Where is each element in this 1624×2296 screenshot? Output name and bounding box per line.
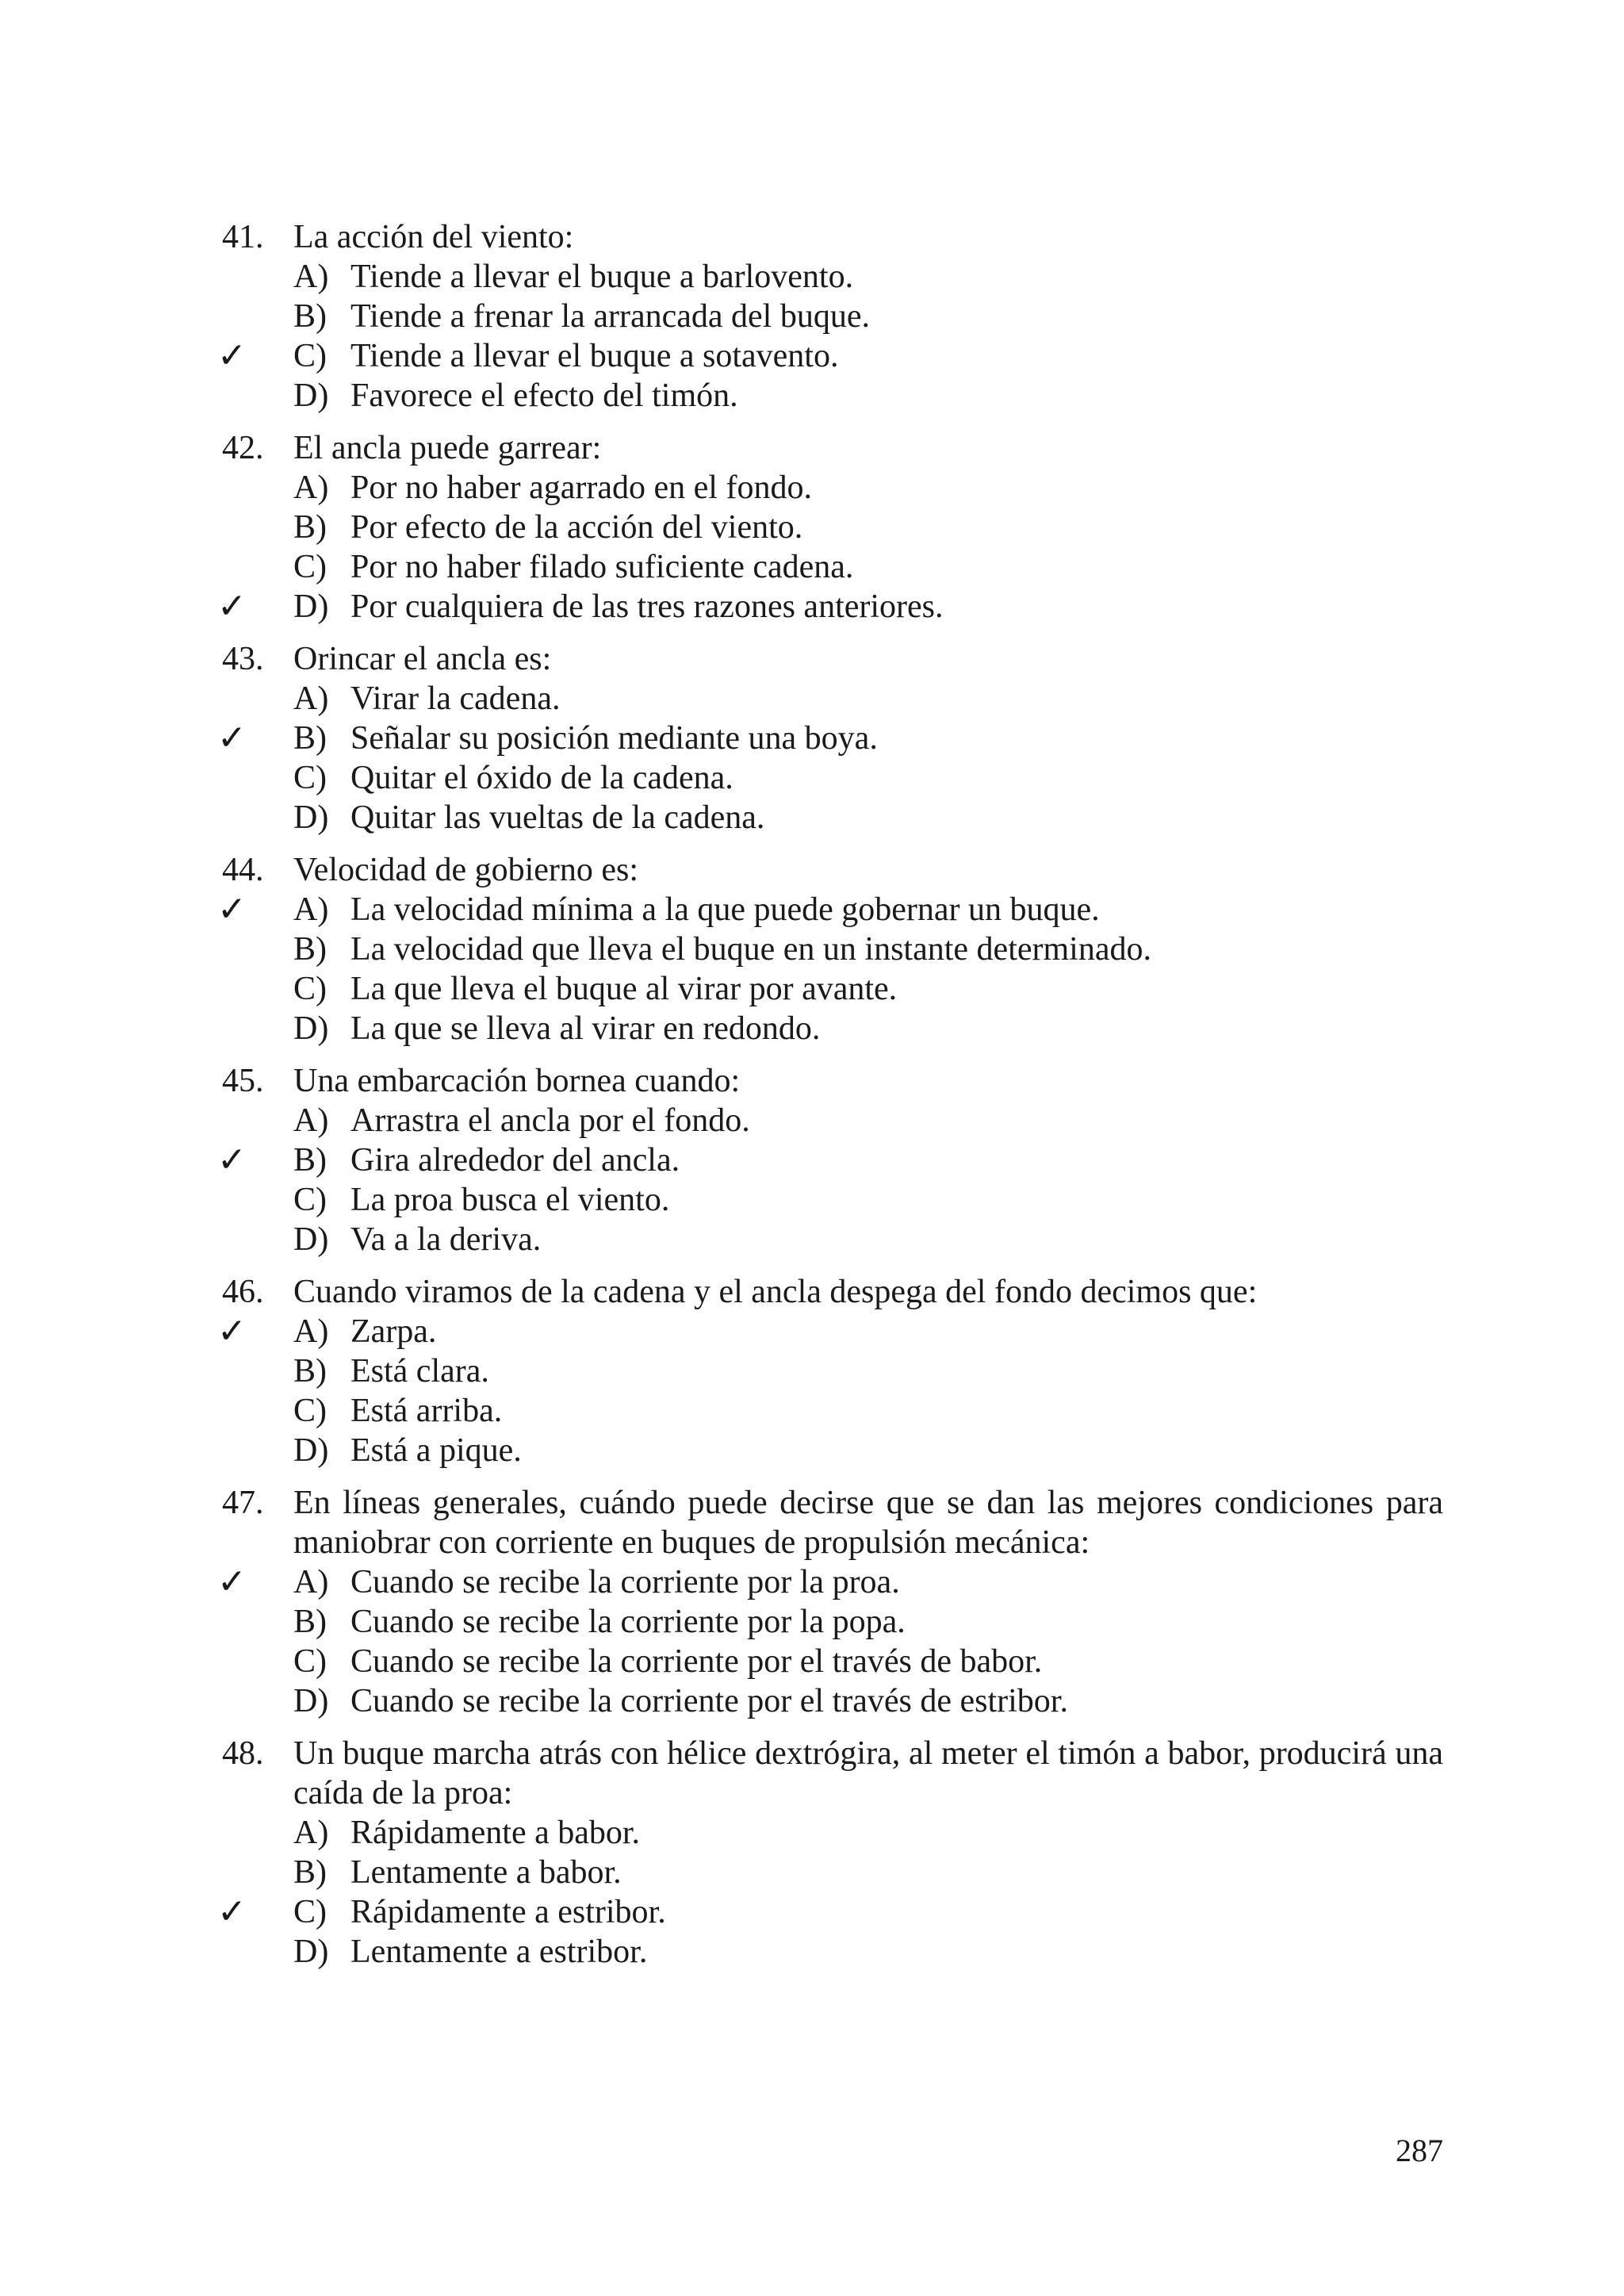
- question-header: [222, 1734, 1443, 1813]
- answer-option: [222, 376, 1443, 416]
- answer-option: [217, 335, 1443, 376]
- question-header: [222, 850, 1443, 890]
- option-letter: C): [293, 338, 327, 374]
- option-letter: A): [293, 1313, 329, 1350]
- question-header: [222, 639, 1443, 679]
- option-letter: C): [293, 1643, 327, 1680]
- option-text: Zarpa.: [350, 1313, 437, 1350]
- question-text: Orincar el ancla es:: [293, 641, 552, 677]
- answer-option: [217, 1562, 1443, 1602]
- option-text: Está arriba.: [350, 1393, 503, 1429]
- question-text: Una embarcación bornea cuando:: [293, 1063, 741, 1099]
- question-8: [217, 1734, 1443, 1972]
- checkmark-icon: ✓: [217, 889, 247, 930]
- question-text: La acción del viento:: [293, 219, 574, 255]
- option-letter: A): [293, 680, 329, 717]
- answer-option: [222, 1681, 1443, 1721]
- checkmark-icon: ✓: [217, 1311, 247, 1351]
- option-letter: C): [293, 1182, 327, 1218]
- option-text: Cuando se recibe la corriente por la popa.: [350, 1604, 906, 1640]
- option-text: La velocidad que lleva el buque en un instante determinado.: [350, 931, 1151, 968]
- option-text: Virar la cadena.: [350, 680, 561, 717]
- answer-option: [222, 1602, 1443, 1642]
- option-letter: B): [293, 509, 327, 546]
- question-number: 45.: [222, 1063, 264, 1099]
- option-letter: B): [293, 1854, 327, 1891]
- answer-option: [222, 297, 1443, 336]
- option-letter: C): [293, 760, 327, 796]
- option-letter: A): [293, 259, 329, 295]
- checkmark-icon: ✓: [217, 1140, 247, 1180]
- option-letter: A): [293, 470, 329, 506]
- option-text: Por efecto de la acción del viento.: [350, 509, 803, 546]
- answer-option: [217, 889, 1443, 930]
- checkmark-icon: ✓: [217, 1892, 247, 1932]
- checkmark-icon: ✓: [217, 586, 247, 627]
- option-letter: D): [293, 1221, 329, 1258]
- option-text: Quitar el óxido de la cadena.: [350, 760, 733, 796]
- question-number: 42.: [222, 430, 264, 466]
- option-text: Va a la deriva.: [350, 1221, 542, 1258]
- answer-option: [222, 1009, 1443, 1048]
- question-text: En líneas generales, cuándo puede decirse que se dan las mejores condiciones para maniobrar con corriente en buques de propulsión mecánica:: [293, 1485, 1443, 1561]
- option-letter: A): [293, 1102, 329, 1139]
- question-3: [217, 639, 1443, 838]
- question-number: 43.: [222, 641, 264, 677]
- question-header: [222, 428, 1443, 468]
- answer-option: [222, 798, 1443, 838]
- answer-option: [222, 1431, 1443, 1470]
- question-1: [217, 217, 1443, 416]
- option-letter: B): [293, 298, 327, 335]
- question-4: [217, 850, 1443, 1048]
- checkmark-icon: ✓: [217, 718, 247, 758]
- option-letter: D): [293, 1934, 329, 1970]
- option-text: Está a pique.: [350, 1432, 522, 1469]
- checkmark-icon: ✓: [217, 335, 247, 376]
- answer-option: [222, 930, 1443, 969]
- option-text: Favorece el efecto del timón.: [350, 378, 738, 414]
- question-header: [222, 1061, 1443, 1101]
- option-text: Por no haber filado suficiente cadena.: [350, 549, 854, 585]
- option-text: Cuando se recibe la corriente por la proa.: [350, 1564, 900, 1600]
- option-letter: C): [293, 971, 327, 1007]
- answer-option: [222, 1642, 1443, 1681]
- option-letter: B): [293, 931, 327, 968]
- option-letter: A): [293, 1564, 329, 1600]
- option-text: Lentamente a babor.: [350, 1854, 622, 1891]
- option-letter: B): [293, 720, 327, 757]
- question-text: Velocidad de gobierno es:: [293, 852, 639, 888]
- answer-option: [222, 508, 1443, 547]
- answer-option: [222, 547, 1443, 587]
- option-text: Señalar su posición mediante una boya.: [350, 720, 878, 757]
- option-text: Lentamente a estribor.: [350, 1934, 648, 1970]
- option-text: Arrastra el ancla por el fondo.: [350, 1102, 750, 1139]
- option-text: Quitar las vueltas de la cadena.: [350, 799, 765, 836]
- option-text: Tiende a llevar el buque a barlovento.: [350, 259, 854, 295]
- question-number: 41.: [222, 219, 264, 255]
- option-letter: B): [293, 1353, 327, 1389]
- option-text: Cuando se recibe la corriente por el través de estribor.: [350, 1683, 1068, 1719]
- answer-option: [222, 758, 1443, 798]
- answer-option: [222, 1220, 1443, 1259]
- answer-option: [222, 679, 1443, 719]
- checkmark-icon: ✓: [217, 1562, 247, 1602]
- option-letter: D): [293, 1010, 329, 1047]
- answer-option: [222, 1932, 1443, 1972]
- answer-option: [222, 969, 1443, 1009]
- option-text: La que lleva el buque al virar por avante.: [350, 971, 898, 1007]
- option-text: Tiende a llevar el buque a sotavento.: [350, 338, 839, 374]
- answer-option: [222, 1391, 1443, 1431]
- answer-option: [217, 1140, 1443, 1180]
- option-text: Por cualquiera de las tres razones anteriores.: [350, 588, 944, 625]
- option-letter: D): [293, 588, 329, 625]
- option-letter: D): [293, 1683, 329, 1719]
- answer-option: [217, 1892, 1443, 1932]
- option-text: Rápidamente a estribor.: [350, 1894, 666, 1930]
- option-letter: C): [293, 549, 327, 585]
- question-7: [217, 1483, 1443, 1721]
- option-letter: A): [293, 1815, 329, 1851]
- option-text: Tiende a frenar la arrancada del buque.: [350, 298, 870, 335]
- question-2: [217, 428, 1443, 627]
- page-number: 287: [1396, 2133, 1443, 2168]
- answer-option: [222, 257, 1443, 297]
- option-text: Cuando se recibe la corriente por el través de babor.: [350, 1643, 1043, 1680]
- answer-option: [222, 1813, 1443, 1853]
- question-number: 46.: [222, 1274, 264, 1310]
- question-text: Un buque marcha atrás con hélice dextrógira, al meter el timón a babor, producirá una caída de la proa:: [293, 1735, 1443, 1811]
- question-number: 48.: [222, 1735, 264, 1772]
- question-text: Cuando viramos de la cadena y el ancla despega del fondo decimos que:: [293, 1274, 1258, 1310]
- answer-option: [222, 1853, 1443, 1892]
- question-header: [222, 1483, 1443, 1562]
- option-letter: C): [293, 1393, 327, 1429]
- question-header: [222, 217, 1443, 257]
- answer-option: [222, 1101, 1443, 1140]
- option-text: Gira alrededor del ancla.: [350, 1142, 680, 1179]
- option-letter: D): [293, 1432, 329, 1469]
- option-letter: B): [293, 1142, 327, 1179]
- option-text: La que se lleva al virar en redondo.: [350, 1010, 821, 1047]
- question-6: [217, 1272, 1443, 1470]
- option-letter: C): [293, 1894, 327, 1930]
- option-text: Rápidamente a babor.: [350, 1815, 641, 1851]
- question-header: [222, 1272, 1443, 1312]
- option-text: La proa busca el viento.: [350, 1182, 670, 1218]
- answer-option: [222, 1351, 1443, 1391]
- option-letter: A): [293, 891, 329, 928]
- question-number: 44.: [222, 852, 264, 888]
- question-list: [217, 217, 1443, 1984]
- answer-option: [222, 1180, 1443, 1220]
- answer-option: [222, 468, 1443, 508]
- answer-option: [217, 586, 1443, 627]
- answer-option: [217, 718, 1443, 758]
- question-5: [217, 1061, 1443, 1259]
- question-text: El ancla puede garrear:: [293, 430, 602, 466]
- question-number: 47.: [222, 1485, 264, 1521]
- option-text: La velocidad mínima a la que puede gobernar un buque.: [350, 891, 1100, 928]
- option-letter: D): [293, 378, 329, 414]
- option-text: Por no haber agarrado en el fondo.: [350, 470, 812, 506]
- option-letter: D): [293, 799, 329, 836]
- option-text: Está clara.: [350, 1353, 489, 1389]
- option-letter: B): [293, 1604, 327, 1640]
- answer-option: [217, 1311, 1443, 1351]
